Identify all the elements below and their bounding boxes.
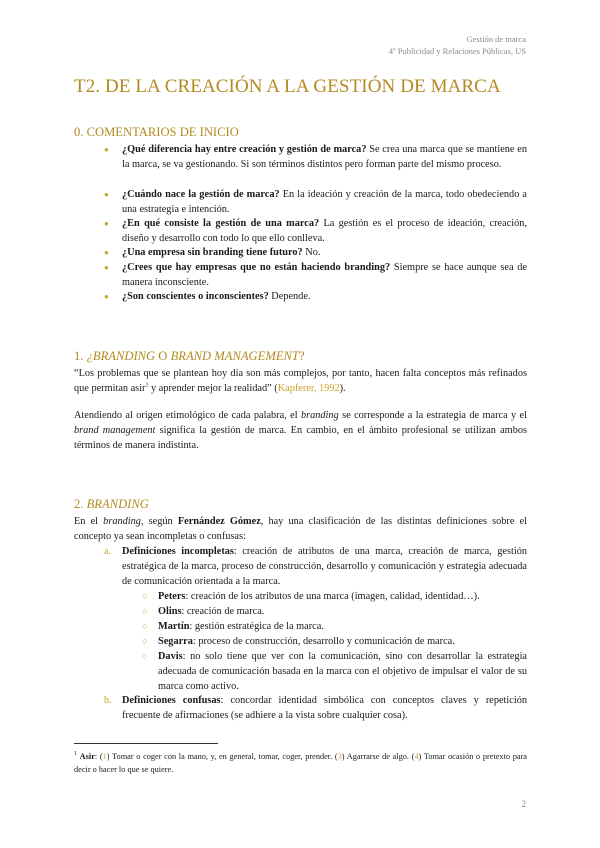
bullet-icon: ● <box>104 190 109 199</box>
list-item: ○ Davis: no solo tiene que ver con la comunicación, sino con desarrollar la estrategia adecuada de comunicación basada en la marca con el objetivo de impulsar el valor de su marca como activo. <box>142 651 527 692</box>
list-item-b: b. Definiciones confusas: concordar identidad simbólica con conceptos claves y repetición frecuente de afirmaciones (se adhiere a la vista sobre cualquier cosa). <box>104 695 527 721</box>
header-degree: 4º Publicidad y Relaciones Públicas, US <box>388 46 526 56</box>
bullet-icon: ● <box>104 145 109 154</box>
page-number: 2 <box>521 799 526 809</box>
section-1-heading: 1. ¿BRANDING O BRAND MANAGEMENT? <box>74 349 305 363</box>
section-2-heading: 2. BRANDING <box>74 497 149 511</box>
section-0-heading: 0. COMENTARIOS DE INICIO <box>74 125 239 139</box>
list-label: b. <box>104 695 112 706</box>
circle-bullet-icon: ○ <box>142 621 148 631</box>
bullet-icon: ● <box>104 248 109 257</box>
list-item: ● ¿Qué diferencia hay entre creación y gestión de marca? Se crea una marca que se mantiene en la marca, se va gestionando. Si son términos distintos pero forman parte del mismo proceso. <box>104 144 527 170</box>
kapferer-quote: “Los problemas que se plantean hoy día son más complejos, por tanto, hacen falta conceptos más refinados que permitan asir$^1$ y aprender mejor la realidad” (Kapferer, 1992). <box>74 368 527 394</box>
list-item: ○ Segarra: proceso de construcción, desarrollo y comunicación de marca. <box>142 636 455 647</box>
chapter-title: T2. DE LA CREACIÓN A LA GESTIÓN DE MARCA <box>74 76 501 97</box>
list-item: ○ Martín: gestión estratégica de la marca. <box>142 621 324 632</box>
list-item: ● ¿Cuándo nace la gestión de marca? En la ideación y creación de la marca, todo obedeciendo a una estrategia e intención. <box>104 189 527 215</box>
etymology-paragraph: Atendiendo al origen etimológico de cada palabra, el branding se corresponde a la estrategia de marca y el brand management significa la gestión de marca. En cambio, en el ámbito profesional se utilizan ambos términos de manera indistinta. <box>74 410 527 451</box>
bullet-icon: ● <box>104 292 109 301</box>
circle-bullet-icon: ○ <box>142 651 148 661</box>
list-item: ● ¿Una empresa sin branding tiene futuro? No. <box>104 247 321 258</box>
list-item-a: a. Definiciones incompletas: creación de atributos de una marca, creación de marca, gestión estratégica de la marca, proceso de construcción, desarrollo y comunicación y estrategia adecuada de comunicación orientada a la marca. <box>104 546 527 587</box>
list-item: ● ¿En qué consiste la gestión de una marca? La gestión es el proceso de ideación, creación, diseño y desarrollo con todo lo que ello conlleva. <box>104 218 527 244</box>
list-label: a. <box>104 546 112 557</box>
citation: Kapferer, 1992 <box>277 383 340 394</box>
section-2-intro: En el branding, según Fernández Gómez, hay una clasificación de las distintas definiciones sobre el concepto ya sean incompletas o confusas: <box>74 516 527 542</box>
list-item: ● ¿Son conscientes o inconscientes? Depende. <box>104 291 311 302</box>
running-header <box>389 33 526 57</box>
list-item: ○ Olins: creación de marca. <box>142 606 265 617</box>
footnote-separator <box>74 743 218 744</box>
bullet-icon: ● <box>104 219 109 228</box>
circle-bullet-icon: ○ <box>142 636 148 646</box>
header-course: Gestión de marca <box>466 34 526 44</box>
list-item: ● ¿Crees que hay empresas que no están haciendo branding? Siempre se hace aunque sea de manera inconsciente. <box>104 262 527 288</box>
circle-bullet-icon: ○ <box>142 591 148 601</box>
footnote: $^1$ Asir: (1) Tomar o coger con la mano, y, en general, tomar, coger, prender. (3) Agarrarse de algo. (4) Tomar ocasión o pretexto para decir o hacer lo que se quiere. <box>74 751 527 774</box>
circle-bullet-icon: ○ <box>142 606 148 616</box>
bullet-icon: ● <box>104 263 109 272</box>
list-item: ○ Peters: creación de los atributos de una marca (imagen, calidad, identidad…). <box>142 591 480 602</box>
